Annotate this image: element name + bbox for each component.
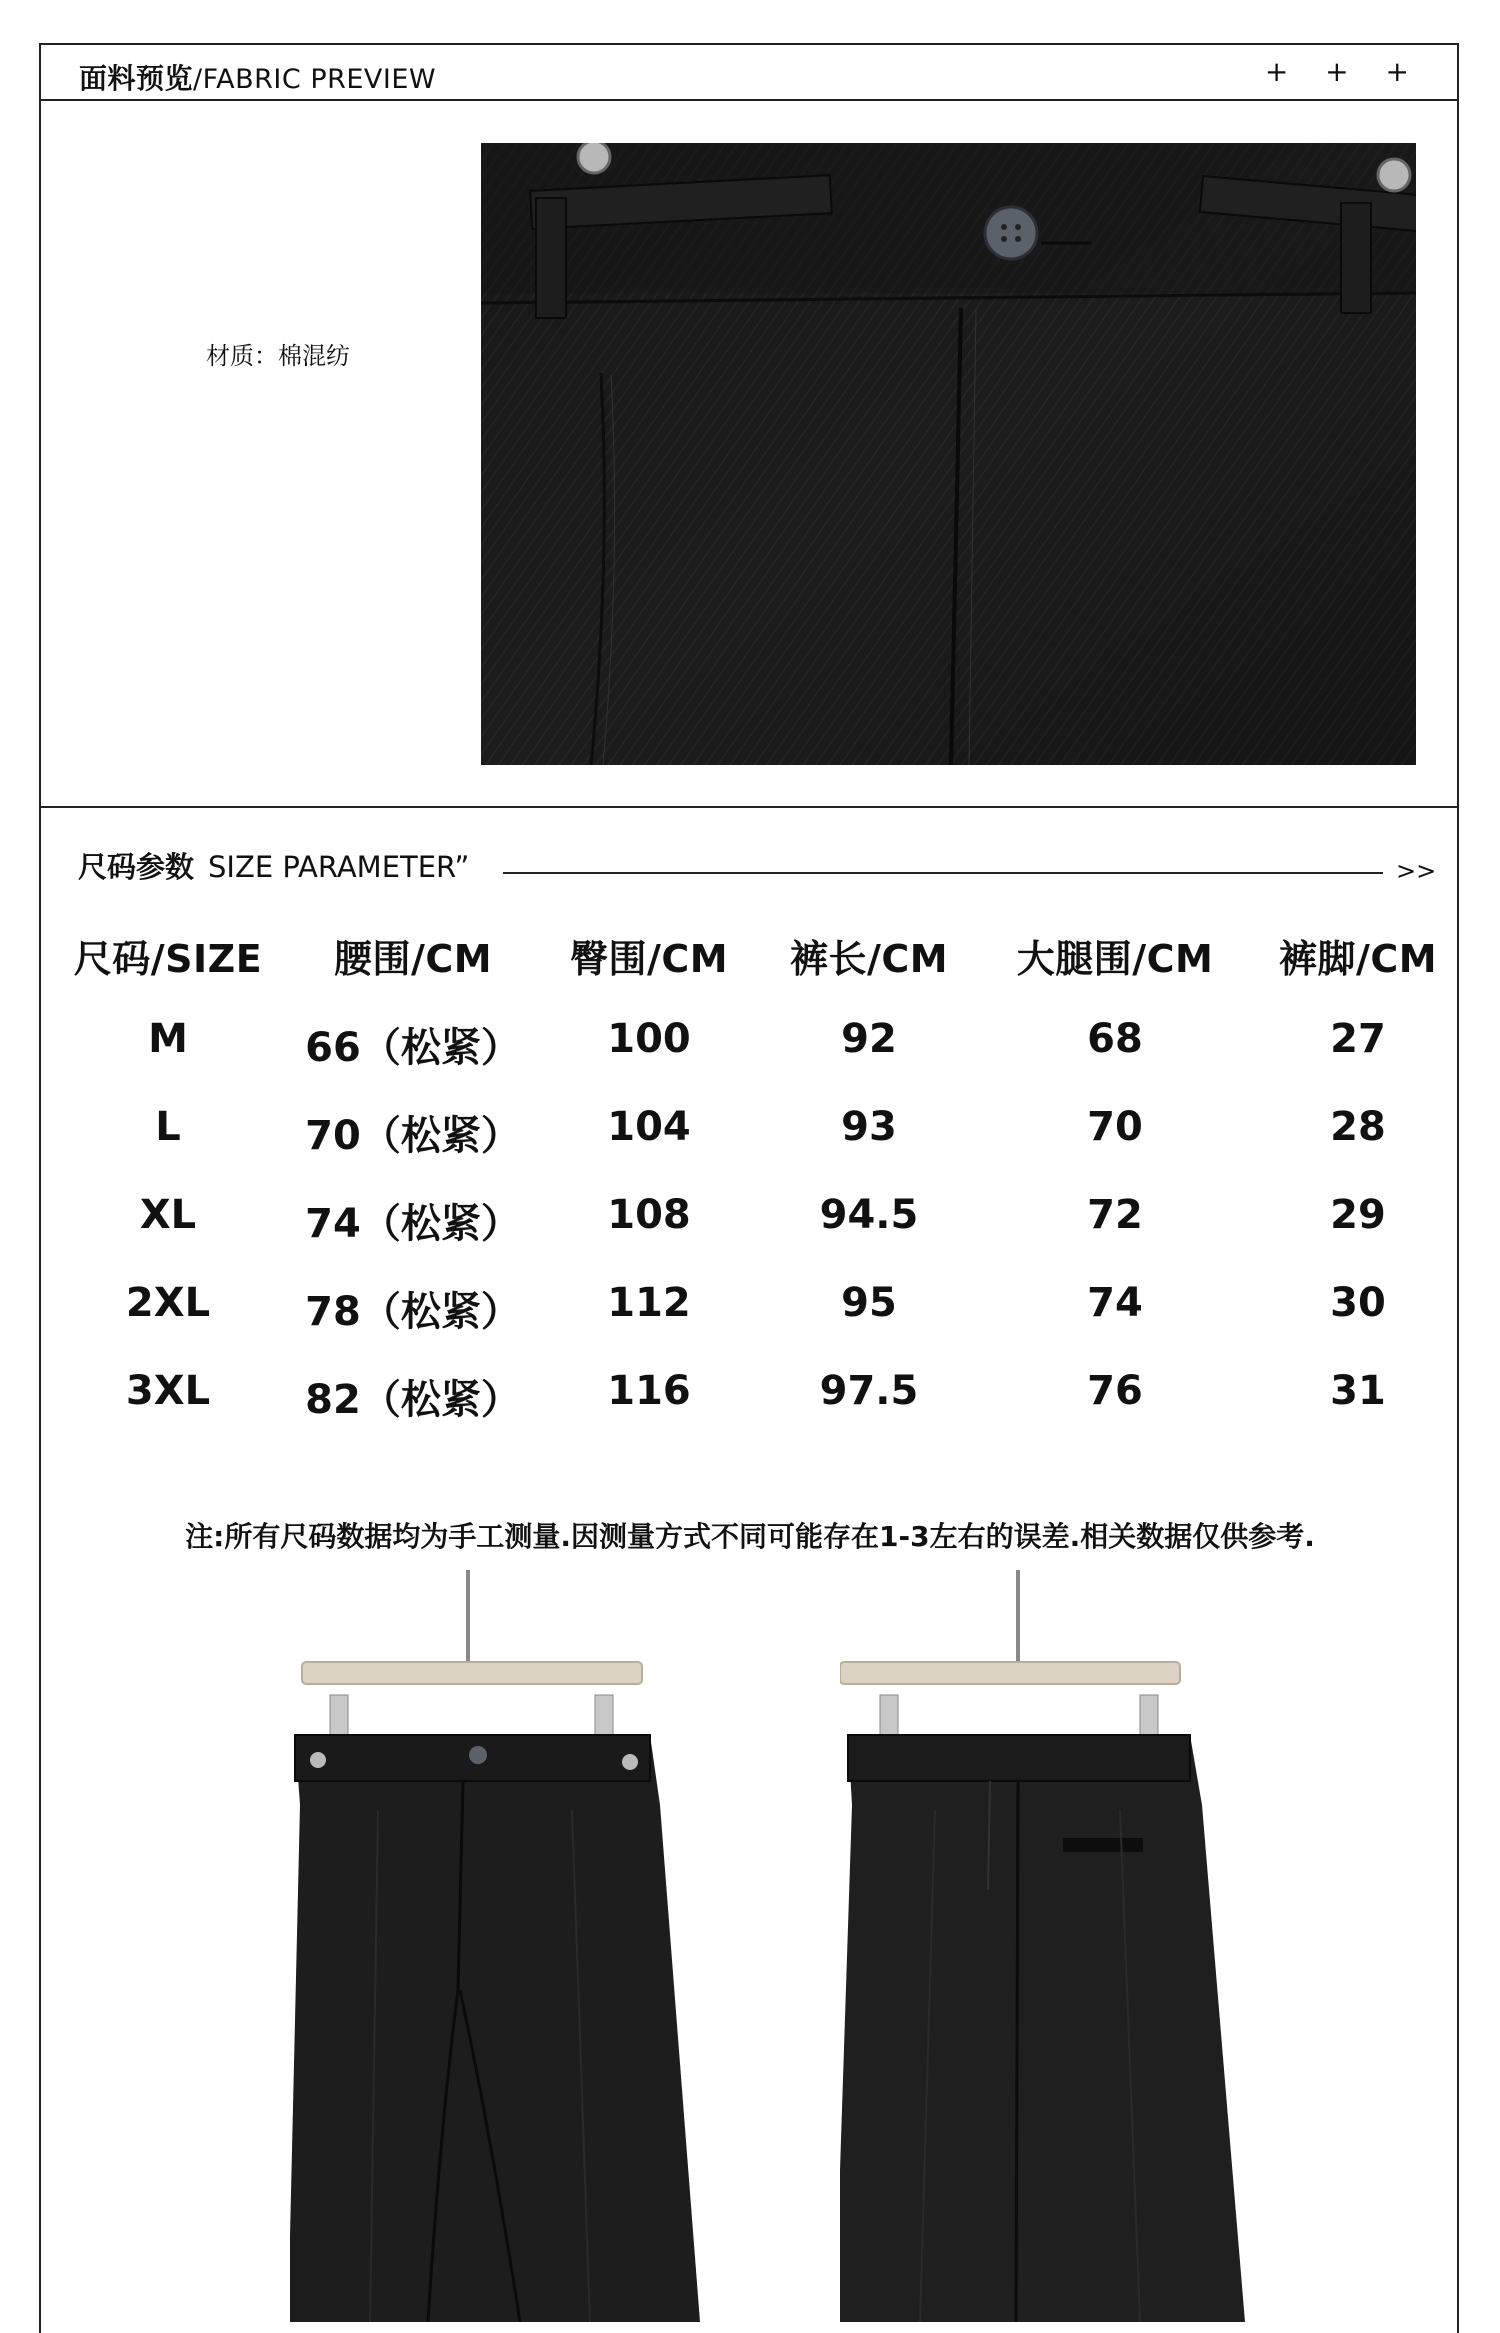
cell-hip: 112 bbox=[607, 1280, 691, 1326]
cell-waist: 66（松紧） bbox=[305, 1025, 521, 1071]
fabric-preview-title-cn: 面料预览 bbox=[79, 62, 194, 95]
material-label: 材质： bbox=[206, 342, 278, 370]
table-row bbox=[58, 1280, 1438, 1368]
size-parameter-title-cn: 尺码参数 bbox=[78, 850, 195, 884]
cell-size: M bbox=[148, 1016, 188, 1062]
size-parameter-header bbox=[78, 845, 469, 886]
fabric-preview-header bbox=[41, 45, 1457, 101]
cell-hip: 116 bbox=[607, 1368, 691, 1414]
cell-waist: 82（松紧） bbox=[305, 1377, 521, 1423]
header-waist: 腰围/CM bbox=[333, 937, 493, 981]
cell-hem: 30 bbox=[1330, 1280, 1386, 1326]
cell-length: 95 bbox=[841, 1280, 897, 1326]
cell-hem: 27 bbox=[1330, 1016, 1386, 1062]
cell-hip: 104 bbox=[607, 1104, 691, 1150]
fabric-closeup-photo bbox=[481, 143, 1416, 765]
table-row bbox=[58, 1368, 1438, 1456]
plus-marks: + + + bbox=[1264, 55, 1423, 88]
cell-hem: 31 bbox=[1330, 1368, 1386, 1414]
table-row bbox=[58, 1104, 1438, 1192]
cell-waist: 78（松紧） bbox=[305, 1289, 521, 1335]
size-table-header bbox=[58, 928, 1438, 1016]
trousers-front-illustration bbox=[290, 1570, 710, 2322]
size-table bbox=[58, 928, 1438, 1456]
cell-waist: 74（松紧） bbox=[305, 1201, 521, 1247]
section-divider bbox=[41, 806, 1457, 808]
cell-hem: 29 bbox=[1330, 1192, 1386, 1238]
fabric-closeup-illustration bbox=[481, 143, 1416, 765]
cell-size: 3XL bbox=[125, 1368, 211, 1414]
cell-hem: 28 bbox=[1330, 1104, 1386, 1150]
material-info bbox=[206, 336, 350, 371]
cell-waist: 70（松紧） bbox=[305, 1113, 521, 1159]
header-thigh: 大腿围/CM bbox=[1016, 937, 1214, 981]
measurement-note: 注:所有尺码数据均为手工测量.因测量方式不同可能存在1-3左右的误差.相关数据仅供参考. bbox=[185, 1520, 1315, 1553]
cell-size: XL bbox=[139, 1192, 197, 1238]
fabric-preview-title bbox=[79, 57, 436, 97]
material-value: 棉混纺 bbox=[278, 342, 350, 370]
table-row bbox=[58, 1016, 1438, 1104]
size-parameter-rule bbox=[503, 872, 1383, 874]
cell-thigh: 72 bbox=[1087, 1192, 1143, 1238]
header-size: 尺码/SIZE bbox=[73, 937, 263, 981]
cell-hip: 108 bbox=[607, 1192, 691, 1238]
cell-length: 93 bbox=[841, 1104, 897, 1150]
size-parameter-arrows: >> bbox=[1396, 857, 1437, 885]
trousers-back-photo bbox=[840, 1570, 1260, 2326]
cell-hip: 100 bbox=[607, 1016, 691, 1062]
header-length: 裤长/CM bbox=[789, 937, 949, 981]
cell-length: 97.5 bbox=[819, 1368, 919, 1414]
cell-thigh: 68 bbox=[1087, 1016, 1143, 1062]
size-parameter-title-en: SIZE PARAMETER” bbox=[208, 850, 470, 884]
fabric-preview-title-en: /FABRIC PREVIEW bbox=[193, 64, 437, 95]
table-row bbox=[58, 1192, 1438, 1280]
cell-size: L bbox=[155, 1104, 181, 1150]
cell-length: 92 bbox=[841, 1016, 897, 1062]
header-hip: 臀围/CM bbox=[569, 937, 729, 981]
trousers-back-illustration bbox=[840, 1570, 1260, 2322]
cell-size: 2XL bbox=[125, 1280, 211, 1326]
cell-thigh: 76 bbox=[1087, 1368, 1143, 1414]
cell-length: 94.5 bbox=[819, 1192, 919, 1238]
header-hem: 裤脚/CM bbox=[1278, 937, 1438, 981]
trousers-front-photo bbox=[290, 1570, 710, 2326]
cell-thigh: 74 bbox=[1087, 1280, 1143, 1326]
cell-thigh: 70 bbox=[1087, 1104, 1143, 1150]
